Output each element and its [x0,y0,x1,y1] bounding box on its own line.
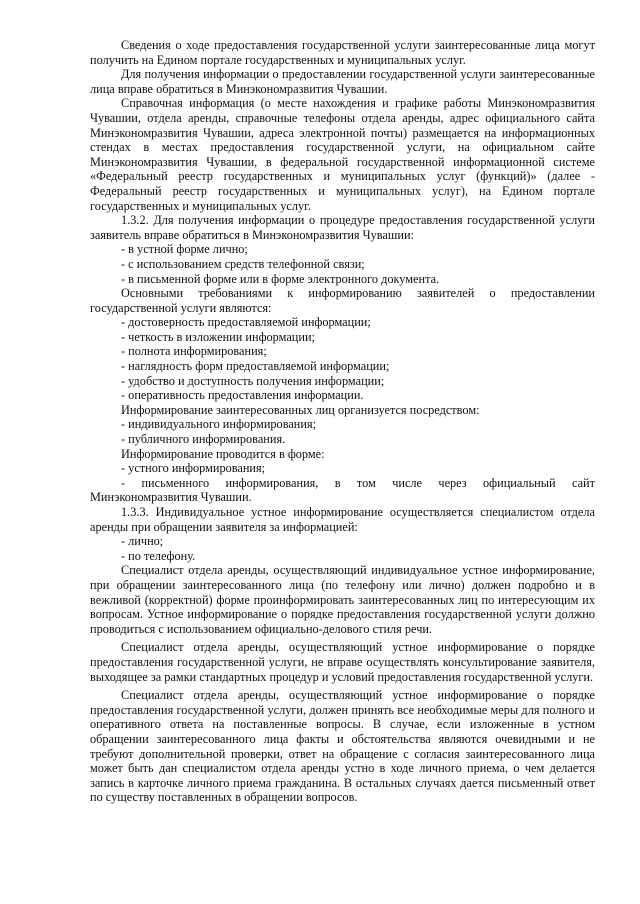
list-item: - четкость в изложении информации; [121,329,315,344]
list-item: - индивидуального информирования; [121,417,317,432]
list-item: - удобство и доступность получения информации; [121,373,385,388]
paragraph-specialist-limits: Специалист отдела аренды, осуществляющий устное информирование о порядке предоставления государственной услуги, не вправе осуществлять консультирование заявителя, выходящее за рамки стандартных процедур и условий предоставления государственной услуги. [90,640,595,684]
list-item: - публичного информирования. [121,432,286,447]
list-item: - по телефону. [121,548,196,563]
list-item: - в устной форме лично; [121,242,248,257]
paragraph-section-1-3-2: 1.3.2. Для получения информации о процедуре предоставления государственной услуги заявитель вправе обратиться в Минэкономразвития Чувашии: [90,213,595,242]
paragraph-specialist-oral: Специалист отдела аренды, осуществляющий индивидуальное устное информирование, при обращении заинтересованного лица (по телефону или лично) должен подробно и в вежливой (корректной) форме проинформировать заинтересованных лиц по интересующим их вопросам. Устное информирование о порядке предоставления государственной услуги должно проводиться с использованием официально-делового стиля речи. [90,563,595,636]
list-item: - лично; [121,534,164,549]
list-item: - в письменной форме или в форме электронного документа. [121,271,440,286]
list-item: - достоверность предоставляемой информации; [121,315,371,330]
document-page [90,38,595,805]
paragraph-informing-means: Информирование заинтересованных лиц организуется посредством: [121,402,480,417]
paragraph-reference-info: Справочная информация (о месте нахождения и графике работы Минэкономразвития Чувашии, отдела аренды, справочные телефоны отдела аренды, адрес официального сайта Минэкономразвития Чувашии, адреса электронной почты) размещается на информационных стендах в местах предоставления государственной услуги, на официальном сайте Минэкономразвития Чувашии, в федеральной государственной информационной системе «Федеральный реестр государственных и муниципальных услуг (функций)» (далее - Федеральный реестр государственных и муниципальных услуг), на Едином портале государственных и муниципальных услуг. [90,96,595,213]
paragraph-requirements: Основными требованиями к информированию заявителей о предоставлении государственной услуги являются: [90,286,595,315]
list-item: - полнота информирования; [121,344,267,359]
paragraph-contact-ministry: Для получения информации о предоставлении государственной услуги заинтересованные лица вправе обратиться в Минэкономразвития Чувашии. [90,67,595,96]
paragraph-portal-info: Сведения о ходе предоставления государственной услуги заинтересованные лица могут получить на Едином портале государственных и муниципальных услуг. [90,38,595,67]
paragraph-specialist-measures: Специалист отдела аренды, осуществляющий устное информирование о порядке предоставления государственной услуги, должен принять все необходимые меры для полного и оперативного ответа на поставленные вопросы. В случае, если изложенные в устном обращении заинтересованного лица факты и обстоятельства являются очевидными и не требуют дополнительной проверки, ответ на обращение с согласия заинтересованного лица может быть дан специалистом отдела аренды устно в ходе личного приема, о чем делается запись в карточке личного приема гражданина. В остальных случаях дается письменный ответ по существу поставленных в обращении вопросов. [90,688,595,805]
list-item: - наглядность форм предоставляемой информации; [121,359,390,374]
list-item: - устного информирования; [121,461,266,476]
list-item: - письменного информирования, в том числе через официальный сайт Минэкономразвития Чувашии. [90,475,595,505]
list-item: - с использованием средств телефонной связи; [121,256,365,271]
paragraph-informing-form: Информирование проводится в форме: [121,446,325,461]
paragraph-section-1-3-3: 1.3.3. Индивидуальное устное информирование осуществляется специалистом отдела аренды при обращении заявителя за информацией: [90,505,595,534]
list-item: - оперативность предоставления информации. [121,388,364,403]
